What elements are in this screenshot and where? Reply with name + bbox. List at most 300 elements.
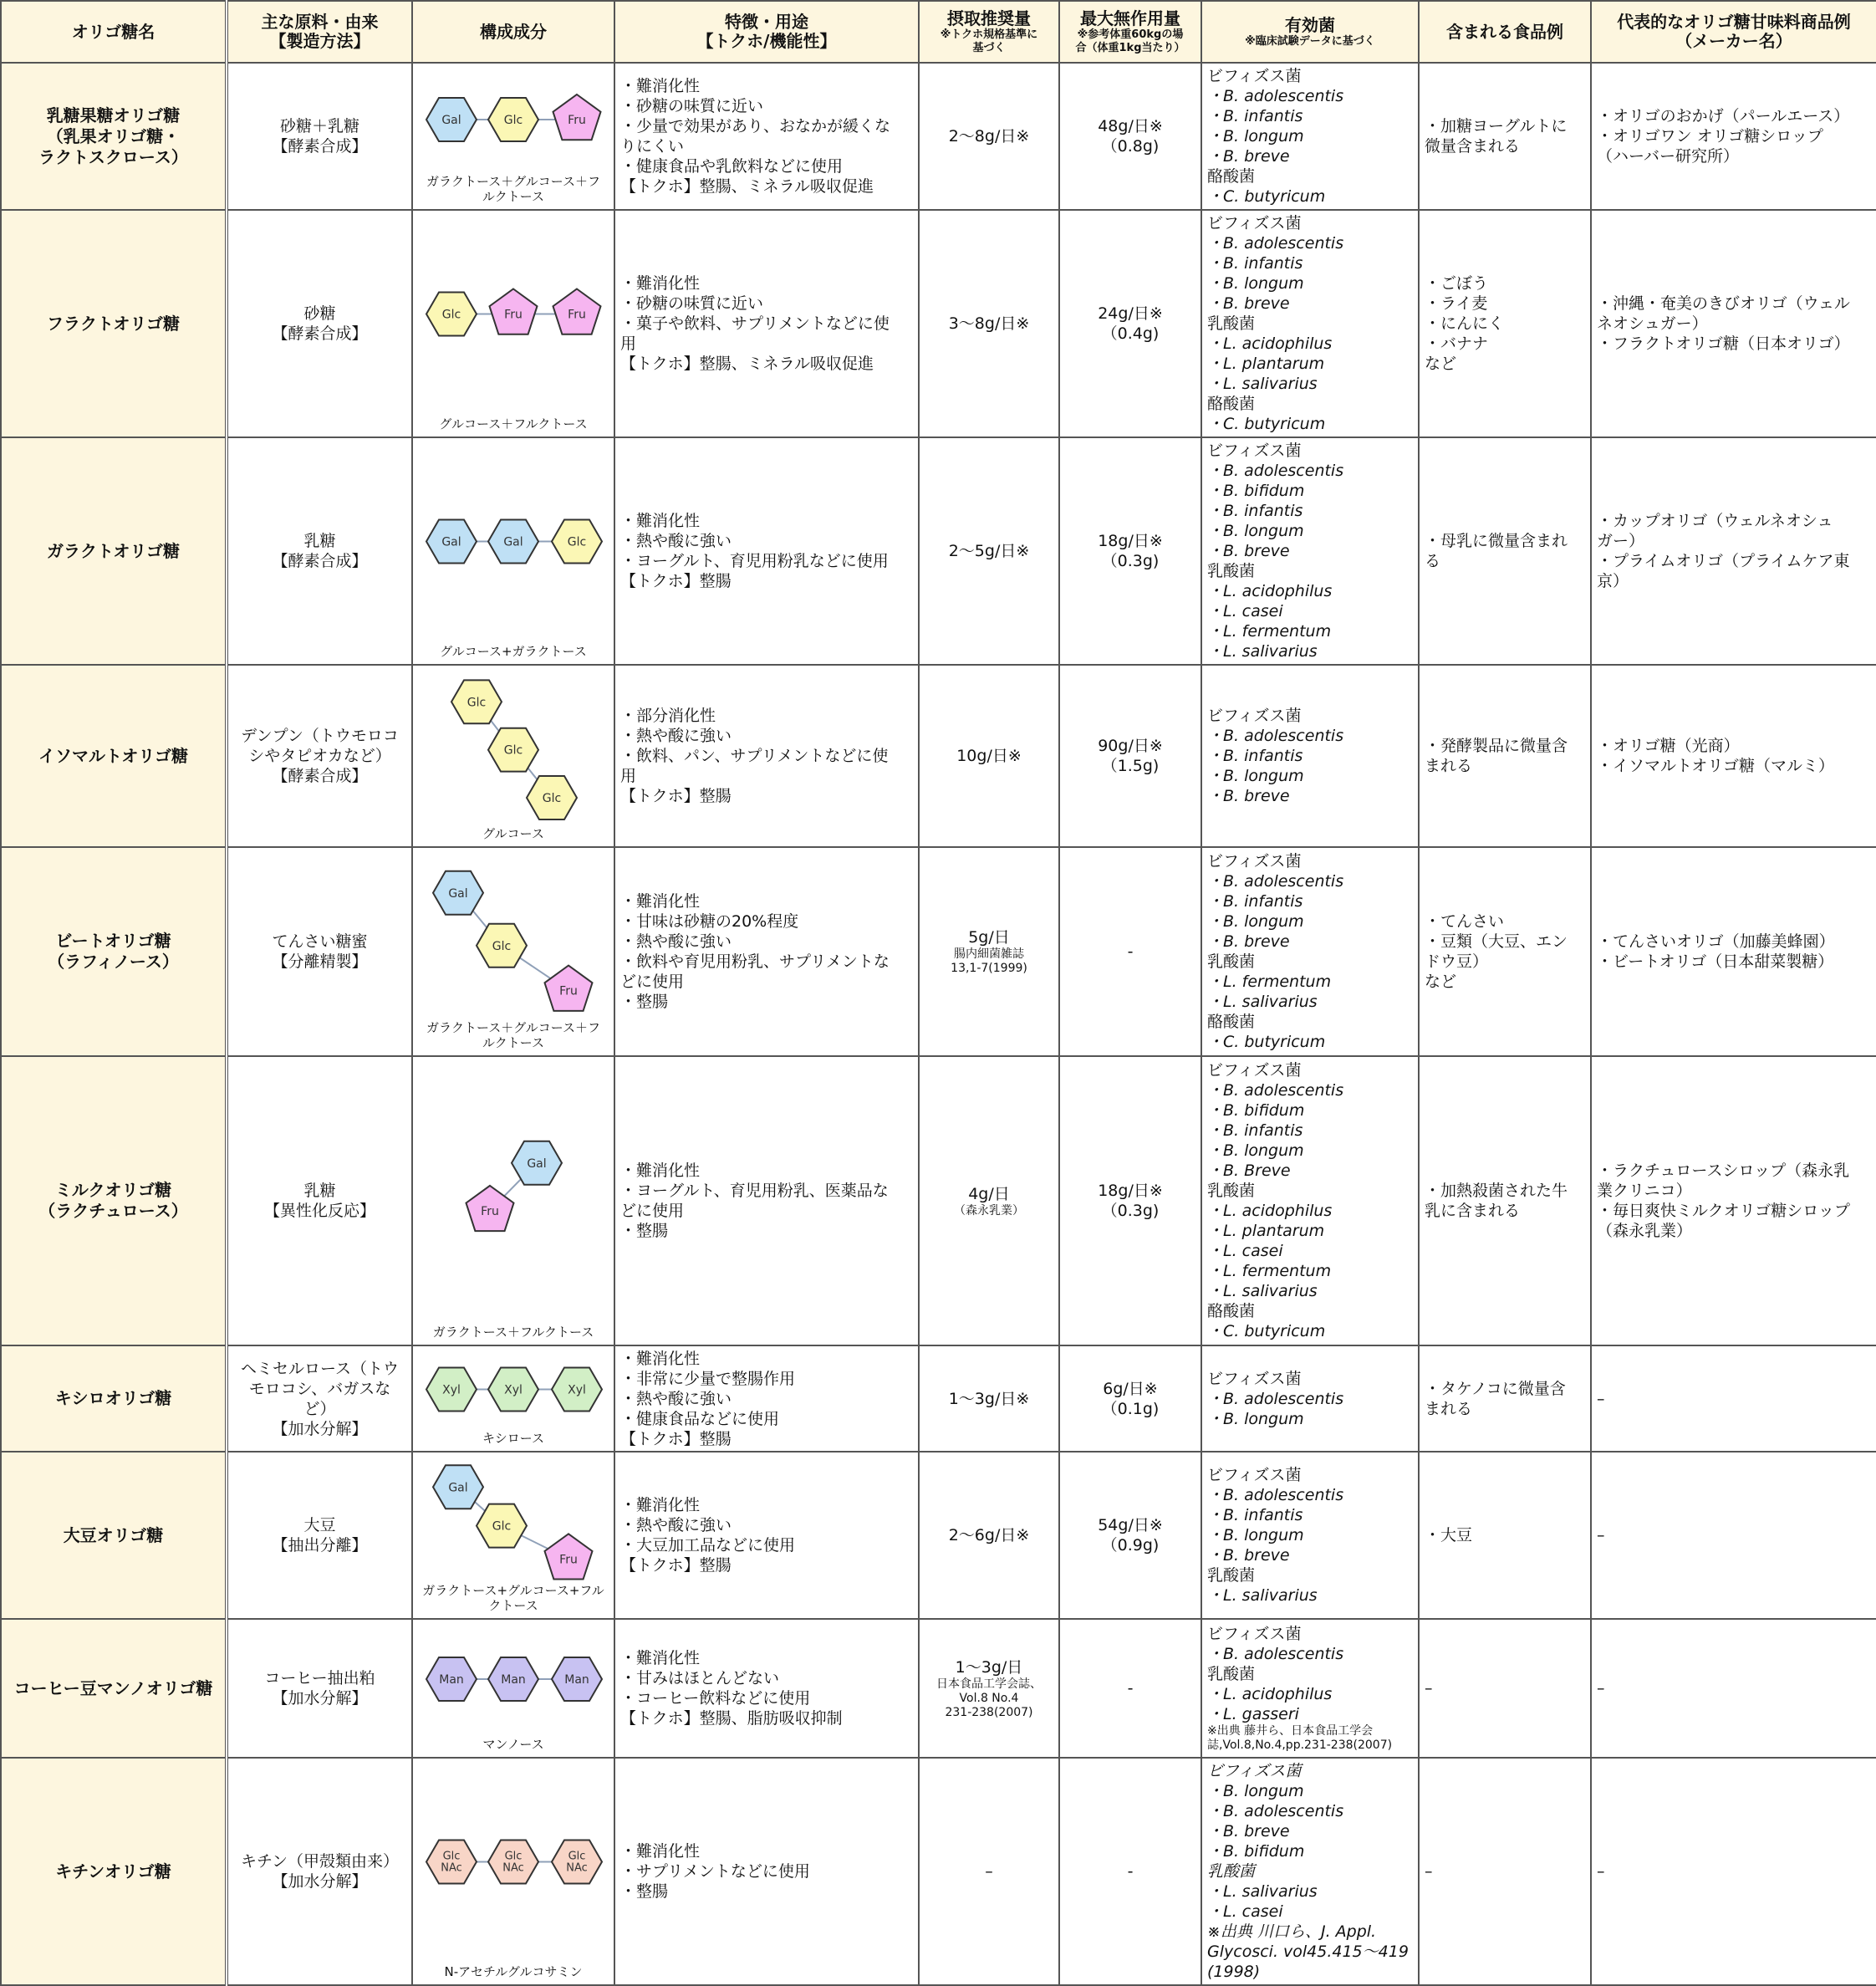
unit-label: NAc — [441, 1861, 462, 1875]
bacteria-strain: ・B. infantis — [1207, 747, 1303, 766]
text-line: 【異性化反応】 — [263, 1202, 375, 1220]
features — [614, 1056, 919, 1345]
bacteria-strain: ・B. bifidum — [1207, 482, 1305, 500]
text-line: ・タケノコに微量含 — [1425, 1379, 1566, 1398]
text-line: ガラクトース＋フルクトース — [432, 1324, 594, 1340]
bacteria-strain: ・B. breve — [1207, 542, 1290, 560]
bacteria-group: 乳酸菌 — [1207, 1566, 1256, 1585]
structure-caption — [413, 1964, 614, 1979]
text-line: 【加水分解】 — [272, 1689, 368, 1708]
bacteria-group: ビフィズス菌 — [1207, 1762, 1302, 1781]
bacteria-strain: ・L. fermentum — [1207, 973, 1332, 992]
text-line: – — [1597, 1862, 1605, 1881]
bacteria-strain: ・L. acidophilus — [1207, 334, 1333, 354]
intake — [919, 1619, 1059, 1758]
text-line: ・熱や酸に強い — [620, 1389, 732, 1408]
bacteria-strain: ・L. casei — [1207, 602, 1283, 620]
text-line: 【抽出分離】 — [272, 1536, 368, 1555]
text-line: グルコース — [482, 826, 544, 842]
text-line: どに使用 — [620, 973, 685, 992]
unit-label: Glc — [568, 1850, 586, 1863]
text-line: - — [1127, 1679, 1134, 1698]
bacteria-strain: ・L. salivarius — [1207, 1586, 1318, 1606]
text-line: ・コーヒー飲料などに使用 — [620, 1689, 811, 1708]
text-line: 【トクホ】整腸、ミネラル吸収促進 — [620, 355, 874, 374]
text-line: モロコシ、バガスな — [248, 1379, 391, 1398]
text-line: （森永乳業） — [954, 1203, 1024, 1218]
text-line: グルコース＋フルクトース — [439, 416, 588, 432]
text-line: ・オリゴワン オリゴ糖シロップ — [1597, 127, 1823, 146]
text-line: ・健康食品や乳飲料などに使用 — [620, 157, 844, 176]
oligo-name — [1, 1452, 227, 1619]
text-line: ・大豆 — [1425, 1526, 1473, 1545]
maxdose — [1059, 1345, 1201, 1452]
text-line: 日本食品工学会誌、 — [936, 1677, 1042, 1691]
oligo-name — [1, 437, 227, 665]
text-line: – — [1597, 1526, 1605, 1545]
intake — [919, 210, 1059, 437]
text-line: 【トクホ】整腸 — [620, 787, 732, 806]
features — [614, 210, 919, 437]
bacteria-strain: ・B. longum — [1207, 912, 1304, 932]
bacteria — [1201, 1619, 1419, 1758]
text-line: 【酵素合成】 — [272, 324, 368, 344]
source-method — [227, 63, 412, 210]
text-line: ・発酵製品に微量含 — [1425, 737, 1568, 756]
bacteria — [1201, 665, 1419, 848]
unit-label: Gal — [527, 1156, 547, 1171]
unit-label: Gal — [441, 535, 461, 549]
text-line: 90g/日※ — [1098, 737, 1163, 756]
text-line: 乳糖 — [303, 1182, 336, 1200]
bacteria — [1201, 1758, 1419, 1985]
bacteria-strain: ・B. adolescentis — [1207, 1081, 1344, 1100]
text-line: ビートオリゴ糖 — [55, 931, 171, 952]
components — [412, 1619, 614, 1758]
text-line: ・難消化性 — [620, 1161, 701, 1180]
text-line: 18g/日※ — [1098, 532, 1163, 550]
bacteria-group: ビフィズス菌 — [1207, 214, 1302, 233]
text-line: 1〜3g/日 — [955, 1657, 1023, 1677]
source-method — [227, 1758, 412, 1985]
bacteria-strain: ・B. infantis — [1207, 892, 1303, 911]
bacteria-strain: ・B. adolescentis — [1207, 872, 1344, 891]
header-products: 代表的なオリゴ糖甘味料商品例 （メーカー名） — [1591, 1, 1876, 63]
bacteria-strain: ・L. fermentum — [1207, 1262, 1332, 1280]
food-examples — [1419, 437, 1591, 665]
features — [614, 665, 919, 848]
text-line: （1.5g) — [1101, 757, 1160, 776]
intake — [919, 1056, 1059, 1345]
text-line: まれる — [1425, 757, 1473, 776]
bacteria-strain: ・L. salivarius — [1207, 1882, 1318, 1902]
maxdose — [1059, 437, 1201, 665]
structure-diagram — [413, 438, 614, 665]
text-line: ・にんにく — [1425, 314, 1505, 334]
unit-label: Fru — [504, 308, 523, 322]
structure-diagram — [413, 1759, 614, 1985]
text-line: ・熱や酸に強い — [620, 532, 732, 550]
oligo-name — [1, 63, 227, 210]
bacteria-strain: ・L. casei — [1207, 1902, 1283, 1922]
text-line: 乳に含まれる — [1425, 1202, 1521, 1220]
bacteria-strain: ・B. infantis — [1207, 502, 1303, 520]
text-line: ・難消化性 — [620, 892, 701, 911]
text-line: 231-238(2007) — [945, 1705, 1033, 1719]
text-line: ・難消化性 — [620, 1496, 701, 1515]
components — [412, 847, 614, 1056]
text-line: 2〜8g/日※ — [948, 127, 1030, 146]
unit-label: Glc — [542, 791, 562, 805]
text-line: ・健康食品などに使用 — [620, 1409, 780, 1428]
unit-label: Glc — [567, 535, 587, 549]
structure-caption — [413, 1737, 614, 1752]
text-line: – — [1425, 1862, 1433, 1881]
bacteria-strain: ・B. infantis — [1207, 254, 1303, 273]
bacteria-strain: ・L. gasseri — [1207, 1705, 1299, 1723]
unit-label: Fru — [559, 1553, 578, 1567]
text-line: 【酵素合成】 — [272, 137, 368, 156]
bacteria-group: 乳酸菌 — [1207, 952, 1256, 972]
text-line: ・大豆加工品などに使用 — [620, 1536, 796, 1555]
source-method — [227, 665, 412, 848]
text-line: 【分離精製】 — [272, 952, 368, 972]
unit-label: Glc — [492, 1519, 512, 1534]
intake — [919, 1758, 1059, 1985]
unit-label: Glc — [503, 114, 523, 127]
bacteria-strain: ・B. longum — [1207, 1141, 1304, 1160]
food-examples — [1419, 1056, 1591, 1345]
table-row — [1, 63, 1876, 210]
bacteria — [1201, 1452, 1419, 1619]
text-line: ガラクトース＋グルコース＋フ — [426, 1020, 601, 1036]
text-line: ・ラクチュロースシロップ（森永乳 — [1597, 1161, 1850, 1180]
text-line: ・オリゴのおかげ（パールエース） — [1597, 107, 1850, 126]
features — [614, 847, 919, 1056]
table-row — [1, 1758, 1876, 1985]
bacteria — [1201, 1056, 1419, 1345]
bacteria-strain: ・L. casei — [1207, 1242, 1283, 1260]
text-line: ・バナナ — [1425, 334, 1489, 354]
text-line: シやタピオカなど） — [248, 747, 391, 766]
bacteria-group: 酪酸菌 — [1207, 167, 1256, 186]
table-row — [1, 1056, 1876, 1345]
unit-label: Fru — [568, 308, 586, 322]
text-line: ど） — [303, 1399, 336, 1418]
text-line: ・プライムオリゴ（プライムケア東 — [1597, 552, 1850, 570]
bacteria-strain: ・L. salivarius — [1207, 1282, 1318, 1300]
text-line: ・加糖ヨーグルトに — [1425, 117, 1568, 136]
text-line: ・砂糖の味質に近い — [620, 97, 764, 116]
bacteria-strain: ・B. infantis — [1207, 1506, 1303, 1525]
text-line: 【加水分解】 — [272, 1872, 368, 1892]
text-line: 24g/日※ — [1098, 304, 1163, 324]
structure-diagram — [413, 1057, 614, 1345]
bacteria-group: 酪酸菌 — [1207, 1013, 1256, 1032]
components — [412, 210, 614, 437]
unit-label: Glc — [504, 1850, 523, 1863]
bacteria — [1201, 210, 1419, 437]
food-examples — [1419, 1345, 1591, 1452]
text-line: 業クリニコ） — [1597, 1182, 1692, 1200]
maxdose — [1059, 1758, 1201, 1985]
text-line: ・熱や酸に強い — [620, 1516, 732, 1535]
product-examples — [1591, 1056, 1876, 1345]
bacteria-strain: ・L. salivarius — [1207, 375, 1318, 394]
table-row — [1, 437, 1876, 665]
product-examples — [1591, 665, 1876, 848]
text-line: など — [1425, 355, 1457, 374]
bacteria-strain: ・B. adolescentis — [1207, 234, 1344, 253]
text-line: ・ライ麦 — [1425, 294, 1488, 314]
bacteria-strain: ・B. longum — [1207, 767, 1304, 786]
food-examples — [1419, 63, 1591, 210]
structure-caption — [413, 826, 614, 841]
unit-label: Xyl — [442, 1383, 461, 1397]
bacteria-strain: ・B. breve — [1207, 294, 1290, 314]
bacteria — [1201, 437, 1419, 665]
text-line: （0.8g) — [1101, 137, 1160, 156]
features — [614, 63, 919, 210]
bacteria-group: 乳酸菌 — [1207, 562, 1256, 580]
oligo-name — [1, 847, 227, 1056]
text-line: 2〜6g/日※ — [948, 1526, 1030, 1545]
text-line: ・ビートオリゴ（日本甜菜製糖） — [1597, 952, 1834, 972]
bacteria-strain: ・B. bifidum — [1207, 1101, 1305, 1120]
structure-caption — [413, 644, 614, 659]
bacteria-strain: ・B. adolescentis — [1207, 87, 1344, 106]
text-line: 48g/日※ — [1098, 117, 1163, 136]
text-line: グルコース+ガラクトース — [440, 643, 587, 659]
maxdose — [1059, 847, 1201, 1056]
text-line: ・部分消化性 — [620, 707, 716, 726]
components — [412, 437, 614, 665]
text-line: ・難消化性 — [620, 512, 701, 530]
bacteria-strain: ・L. salivarius — [1207, 642, 1318, 661]
text-line: – — [1597, 1389, 1605, 1408]
text-line: 微量含まれる — [1425, 137, 1521, 156]
food-examples — [1419, 847, 1591, 1056]
text-line: 【加水分解】 — [272, 1419, 368, 1438]
text-line: イソマルトオリゴ糖 — [38, 745, 188, 766]
text-line: てんさい糖蜜 — [272, 932, 368, 952]
text-line: 18g/日※ — [1098, 1182, 1163, 1200]
text-line: （ラクチュロース） — [38, 1201, 188, 1221]
text-line: ドウ豆） — [1425, 952, 1489, 972]
unit-label: Glc — [442, 1850, 461, 1863]
structure-caption — [413, 174, 614, 204]
bacteria-strain: ・C. butyricum — [1207, 1322, 1326, 1340]
text-line: ・オリゴ糖（光商） — [1597, 737, 1740, 756]
bacteria-strain: ・B. longum — [1207, 1526, 1304, 1545]
text-line: りにくい — [620, 137, 685, 156]
source-method — [227, 1345, 412, 1452]
text-line: ・難消化性 — [620, 77, 701, 96]
intake — [919, 63, 1059, 210]
text-line: 10g/日※ — [956, 747, 1022, 766]
text-line: ・整腸 — [620, 993, 669, 1012]
text-line: ・ヨーグルト、育児用粉乳、医薬品な — [620, 1182, 889, 1200]
source-method — [227, 1619, 412, 1758]
maxdose — [1059, 210, 1201, 437]
text-line: 乳糖 — [303, 532, 336, 550]
text-line: まれる — [1425, 1399, 1473, 1418]
text-line: ・難消化性 — [620, 274, 701, 294]
bacteria-strain: ・C. butyricum — [1207, 187, 1326, 207]
text-line: （0.3g) — [1101, 1202, 1160, 1220]
text-line: 【トクホ】整腸、ミネラル吸収促進 — [620, 177, 874, 197]
text-line: 【酵素合成】 — [272, 552, 368, 570]
text-line: 1〜3g/日※ — [948, 1389, 1030, 1408]
header-maxdose: 最大無作用量 ※参考体重60kgの場 合（体重1kg当たり） — [1059, 1, 1201, 63]
oligo-name — [1, 1758, 227, 1985]
bacteria-strain: ・B. infantis — [1207, 1121, 1303, 1140]
text-line: ・菓子や飲料、サプリメントなどに使 — [620, 314, 890, 334]
bacteria-group: ビフィズス菌 — [1207, 1369, 1302, 1388]
product-examples — [1591, 1345, 1876, 1452]
oligo-name — [1, 665, 227, 848]
bacteria-strain: ・B. breve — [1207, 147, 1290, 166]
text-line: 京） — [1597, 572, 1629, 590]
text-line: キチン（甲殻類由来） — [240, 1852, 400, 1871]
product-examples — [1591, 210, 1876, 437]
text-line: （森永乳業） — [1597, 1222, 1693, 1240]
bacteria-strain: ・B. adolescentis — [1207, 1645, 1344, 1663]
structure-diagram — [413, 211, 614, 437]
bacteria-strain: ・B. breve — [1207, 787, 1290, 806]
bacteria-strain: ・L. acidophilus — [1207, 1685, 1333, 1703]
text-line: ガラクトース＋グルコース＋フ — [426, 174, 601, 190]
text-line: 【トクホ】整腸 — [620, 1429, 732, 1448]
product-examples — [1591, 1758, 1876, 1985]
text-line: ガラクトース+グルコース+フル — [422, 1582, 604, 1598]
text-line: コーヒー豆マンノオリゴ糖 — [13, 1677, 213, 1698]
bacteria-strain: ・L. salivarius — [1207, 993, 1318, 1012]
product-examples — [1591, 1619, 1876, 1758]
text-line: 砂糖 — [303, 304, 336, 324]
header-row — [1, 1, 1876, 63]
features — [614, 1345, 919, 1452]
text-line: ルクトース — [482, 1035, 544, 1051]
source-method — [227, 1056, 412, 1345]
bacteria — [1201, 1345, 1419, 1452]
text-line: - — [1127, 942, 1134, 962]
text-line: 54g/日※ — [1098, 1516, 1163, 1535]
text-line: ルクトース — [482, 189, 544, 205]
components — [412, 1056, 614, 1345]
text-line: （乳果オリゴ糖・ — [46, 125, 181, 146]
unit-label: Glc — [503, 743, 523, 758]
maxdose — [1059, 1056, 1201, 1345]
text-line: – — [1425, 1679, 1433, 1698]
oligo-name — [1, 1619, 227, 1758]
text-line: ・熱や酸に強い — [620, 932, 732, 952]
text-line: ・飲料、パン、サプリメントなどに使 — [620, 747, 889, 766]
features — [614, 1758, 919, 1985]
text-line: Vol.8 No.4 — [959, 1691, 1019, 1705]
text-line: （ラフィノース） — [48, 952, 179, 973]
bacteria-group: ビフィズス菌 — [1207, 1625, 1302, 1643]
components — [412, 1452, 614, 1619]
food-examples — [1419, 665, 1591, 848]
text-line: ・整腸 — [620, 1222, 669, 1240]
text-line: 3〜8g/日※ — [948, 314, 1030, 334]
bacteria-group: 乳酸菌 — [1207, 1182, 1256, 1200]
oligo-name — [1, 1056, 227, 1345]
maxdose — [1059, 1452, 1201, 1619]
text-line: （0.1g) — [1101, 1399, 1160, 1418]
intake — [919, 437, 1059, 665]
bacteria-strain: ・B. longum — [1207, 274, 1304, 294]
bacteria-group: ビフィズス菌 — [1207, 1061, 1302, 1080]
unit-label: Xyl — [504, 1383, 523, 1397]
text-line: （0.3g) — [1101, 552, 1160, 570]
unit-label: Man — [439, 1672, 464, 1687]
text-line: ネオシュガー） — [1597, 314, 1708, 334]
text-line: ・難消化性 — [620, 1349, 701, 1368]
text-line: マンノース — [482, 1737, 544, 1753]
oligo-name — [1, 1345, 227, 1452]
header-intake: 摂取推奨量 ※トクホ規格基準に 基づく — [919, 1, 1059, 63]
food-examples — [1419, 1452, 1591, 1619]
unit-label: Gal — [448, 1481, 468, 1495]
text-line: – — [1597, 1679, 1605, 1698]
components — [412, 63, 614, 210]
text-line: – — [985, 1862, 993, 1881]
bacteria-strain: ・C. butyricum — [1207, 1033, 1326, 1052]
text-line: ・砂糖の味質に近い — [620, 294, 764, 314]
bacteria-strain: ・B. adolescentis — [1207, 462, 1344, 480]
bacteria-group: Glycosci. vol45.415〜419 — [1207, 1943, 1409, 1962]
bacteria-group: 酪酸菌 — [1207, 1302, 1256, 1320]
structure-caption — [413, 1325, 614, 1340]
source-method — [227, 210, 412, 437]
bacteria-strain: ・L. plantarum — [1207, 355, 1325, 374]
structure-caption — [413, 1583, 614, 1613]
text-line: 4g/日 — [968, 1184, 1010, 1203]
intake — [919, 1345, 1059, 1452]
bacteria-group: 乳酸菌 — [1207, 1665, 1256, 1683]
text-line: フラクトオリゴ糖 — [47, 313, 180, 334]
header-bacteria: 有効菌 ※臨床試験データに基づく — [1201, 1, 1419, 63]
text-line: - — [1127, 1862, 1134, 1881]
text-line: デンプン（トウモロコ — [241, 727, 399, 746]
text-line: ・毎日爽快ミルクオリゴ糖シロップ — [1597, 1202, 1850, 1220]
features — [614, 437, 919, 665]
bacteria-strain: ・B. Breve — [1207, 1161, 1291, 1180]
text-line: る — [1425, 552, 1441, 570]
bacteria-strain: ・B. breve — [1207, 932, 1290, 952]
maxdose — [1059, 1619, 1201, 1758]
text-line: クトース — [488, 1597, 538, 1613]
header-source: 主な原料・由来 【製造方法】 — [227, 1, 412, 63]
food-examples — [1419, 1758, 1591, 1985]
text-line: ・甘味は砂糖の20%程度 — [620, 912, 799, 932]
text-line: ラクトスクロース） — [38, 146, 188, 167]
table-row — [1, 665, 1876, 848]
product-examples — [1591, 1452, 1876, 1619]
bacteria-group: ビフィズス菌 — [1207, 1466, 1302, 1485]
text-line: ・加熱殺菌された牛 — [1425, 1182, 1568, 1200]
header-components: 構成成分 — [412, 1, 614, 63]
bacteria-group: ビフィズス菌 — [1207, 852, 1302, 871]
text-line: どに使用 — [620, 1202, 685, 1220]
components — [412, 1758, 614, 1985]
oligo-name — [1, 210, 227, 437]
text-line: 用 — [620, 334, 637, 354]
text-line: 砂糖＋乳糖 — [279, 117, 359, 136]
unit-label: NAc — [502, 1861, 524, 1875]
